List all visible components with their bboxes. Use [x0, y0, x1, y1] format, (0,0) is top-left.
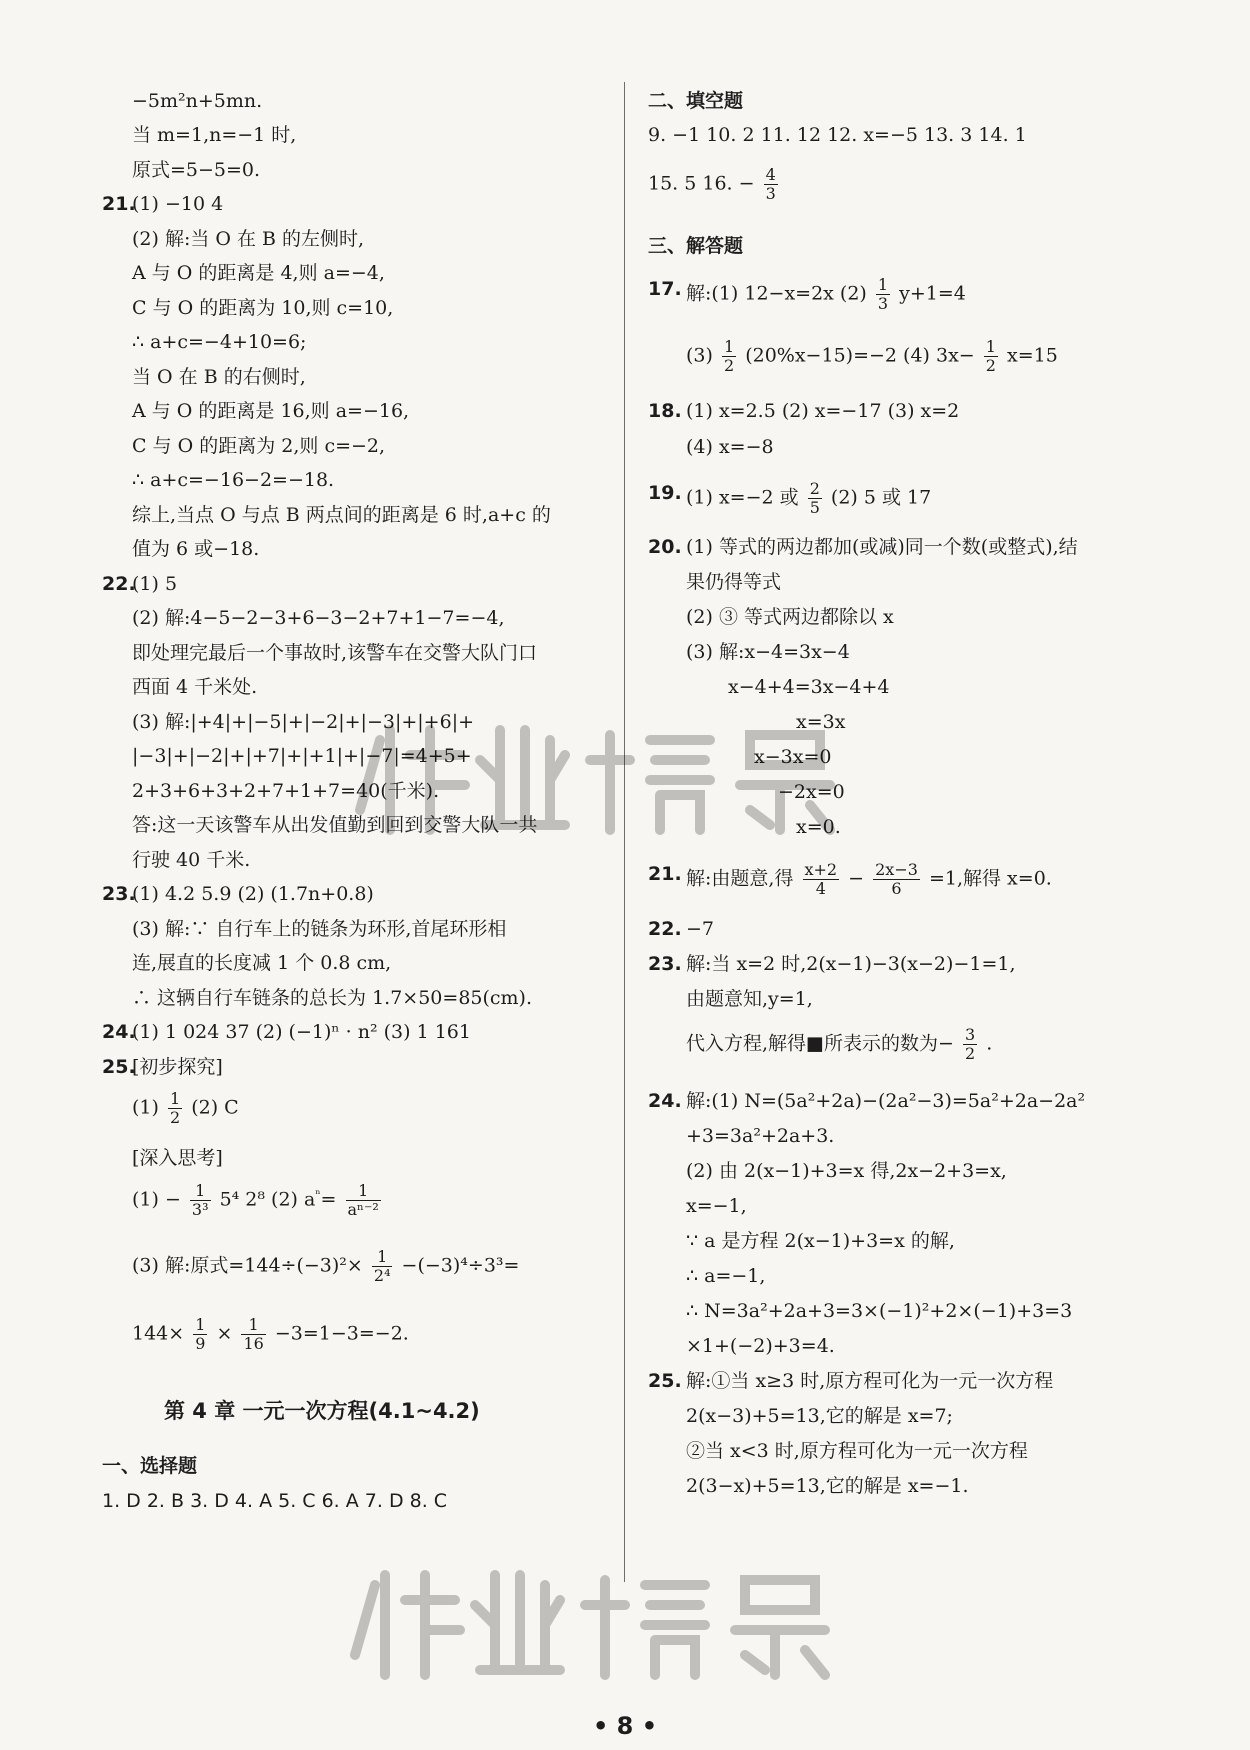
question-number: 22. — [648, 918, 682, 940]
text-line: 2+3+6+3+2+7+1+7=40(千米). — [132, 780, 440, 802]
question-number: 24. — [102, 1021, 136, 1043]
text-line: 果仍得等式 — [686, 571, 782, 593]
text-line: ∴ N=3a²+2a+3=3×(−1)²+2×(−1)+3=3 — [686, 1300, 1073, 1322]
question-number: 19. — [648, 482, 682, 504]
text-line: 2(3−x)+5=13,它的解是 x=−1. — [686, 1475, 969, 1497]
fraction: $\frac{x+2}{4}$ — [804, 860, 838, 898]
text-line: ∴ a+c=−4+10=6; — [132, 331, 307, 353]
text-line: |−3|+|−2|+|+7|+|+1|+|−7|=4+5+ — [132, 745, 472, 767]
text-line: 解:(1) 12−x=2x (2) $\frac{1}{3}$ y+1=4 — [686, 275, 966, 313]
section-heading: 二、填空题 — [648, 90, 744, 112]
fraction: $\frac{1}{\text{3³}}$ — [191, 1180, 209, 1219]
text-line: x−3x=0 — [754, 746, 832, 768]
text-line: (3) 解:|+4|+|−5|+|−2|+|−3|+|+6|+ — [132, 711, 475, 733]
text-line: ∴ a+c=−16−2=−18. — [132, 469, 335, 491]
text-line: [初步探究] — [132, 1056, 223, 1078]
question-number: 21. — [648, 863, 682, 885]
text-line: 代入方程,解得■所表示的数为− $\frac{3}{2}$ . — [686, 1025, 993, 1063]
text-line: (1) 1 024 37 (2) (−1)ⁿ · n² (3) 1 161 — [132, 1021, 471, 1043]
fraction: $\frac{1}{2}$ — [723, 337, 735, 375]
text-line: (2) 由 2(x−1)+3=x 得,2x−2+3=x, — [686, 1160, 1007, 1182]
text-line: x=3x — [796, 711, 846, 733]
text-line: (1) x=−2 或 $\frac{2}{5}$ (2) 5 或 17 — [686, 479, 932, 517]
text-line: 当 O 在 B 的右侧时, — [132, 366, 306, 388]
text-line: ∴ a=−1, — [686, 1265, 766, 1287]
fraction: $\frac{3}{2}$ — [964, 1025, 976, 1063]
text-line: +3=3a²+2a+3. — [686, 1125, 835, 1147]
fraction: $\frac{1}{2}$ — [169, 1089, 181, 1127]
text-line: ∵ a 是方程 2(x−1)+3=x 的解, — [686, 1230, 955, 1252]
text-line: A 与 O 的距离是 16,则 a=−16, — [132, 400, 410, 422]
text-line: (2) 解:4−5−2−3+6−3−2+7+1−7=−4, — [132, 607, 505, 629]
text-line: (3) 解:x−4=3x−4 — [686, 641, 850, 663]
fraction: $\frac{1}{\text{2⁴}}$ — [373, 1247, 391, 1285]
text-line: x=−1, — [686, 1195, 747, 1217]
question-number: 21. — [102, 193, 136, 215]
question-number: 17. — [648, 278, 682, 300]
text-line: (3) 解:∵ 自行车上的链条为环形,首尾环形相 — [132, 918, 507, 940]
fraction: $\frac{1}{3}$ — [877, 275, 889, 313]
text-line: (4) x=−8 — [686, 436, 774, 458]
question-number: 18. — [648, 400, 682, 422]
text-line: 连,展直的长度减 1 个 0.8 cm, — [132, 952, 392, 974]
text-line: −7 — [686, 918, 715, 940]
text-line: 原式=5−5=0. — [132, 159, 261, 181]
text-line: (3) 解:原式=144÷(−3)²× $\frac{1}{\text{2⁴}}$ −(−3)⁴÷3³= — [132, 1247, 520, 1285]
text-line: 1. D 2. B 3. D 4. A 5. C 6. A 7. D 8. C — [102, 1490, 448, 1512]
question-number: 20. — [648, 536, 682, 558]
text-line: A 与 O 的距离是 4,则 a=−4, — [132, 262, 385, 284]
text-line: (1) 4.2 5.9 (2) (1.7n+0.8) — [132, 883, 374, 905]
text-line: 2(x−3)+5=13,它的解是 x=7; — [686, 1405, 953, 1427]
fraction: $\frac{2}{5}$ — [809, 479, 820, 517]
page-number: • 8 • — [592, 1712, 658, 1740]
question-number: 24. — [648, 1090, 682, 1112]
text-line: 即处理完最后一个事故时,该警车在交警大队门口 — [132, 642, 538, 664]
text-line: x−4+4=3x−4+4 — [728, 676, 890, 698]
text-line: 解:(1) N=(5a²+2a)−(2a²−3)=5a²+2a−2a² — [686, 1090, 1086, 1112]
text-line: (1) $\frac{1}{2}$ (2) C — [132, 1089, 239, 1127]
text-line: 解:①当 x≥3 时,原方程可化为一元一次方程 — [686, 1370, 1054, 1392]
text-line: (1) −10 4 — [132, 193, 224, 215]
chapter-title: 第 4 章 一元一次方程(4.1~4.2) — [164, 1399, 480, 1423]
section-heading: 一、选择题 — [102, 1455, 198, 1477]
question-number: 25. — [102, 1056, 136, 1078]
text-line: [深入思考] — [132, 1147, 223, 1169]
fraction: $\frac{2x-3}{6}$ — [875, 860, 918, 898]
text-line: ×1+(−2)+3=4. — [686, 1335, 835, 1357]
text-line: 144× $\frac{1}{9}$ × $\frac{1}{16}$ −3=1−3=−2. — [132, 1315, 409, 1353]
text-line: 解:由题意,得 $\frac{x+2}{4}$ − $\frac{2x-3}{6}$ =1,解得 x=0. — [686, 860, 1052, 898]
question-number: 23. — [648, 953, 682, 975]
text-line: (3) $\frac{1}{2}$ (20%x−15)=−2 (4) 3x− $\frac{1}{2}$ x=15 — [686, 337, 1058, 375]
question-number: 25. — [648, 1370, 682, 1392]
text-line: ②当 x<3 时,原方程可化为一元一次方程 — [686, 1440, 1028, 1462]
question-number: 22. — [102, 573, 136, 595]
text-line: ∴ 这辆自行车链条的总长为 1.7×50=85(cm). — [132, 987, 533, 1009]
text-line: −2x=0 — [778, 781, 845, 803]
text-line: −5m²n+5mn. — [132, 90, 263, 112]
watermark-logo — [345, 1545, 865, 1695]
text-line: 西面 4 千米处. — [132, 676, 258, 698]
text-line: 9. −1 10. 2 11. 12 12. x=−5 13. 3 14. 1 — [648, 124, 1027, 146]
text-line: 值为 6 或−18. — [132, 538, 260, 560]
text-line: x=0. — [796, 816, 841, 838]
text-line: 综上,当点 O 与点 B 两点间的距离是 6 时,a+c 的 — [132, 504, 551, 526]
text-line: 答:这一天该警车从出发值勤到回到交警大队一共 — [132, 814, 538, 836]
fraction: $\frac{1}{9}$ — [195, 1315, 206, 1353]
text-line: 当 m=1,n=−1 时, — [132, 124, 297, 146]
fraction: $\frac{1}{2}$ — [985, 337, 996, 375]
text-line: (2) 解:当 O 在 B 的左侧时, — [132, 228, 365, 250]
text-line: C 与 O 的距离为 2,则 c=−2, — [132, 435, 386, 457]
text-line: 15. 5 16. − $\frac{4}{3}$ — [648, 165, 776, 203]
text-line: (1) − $\frac{1}{\text{3³}}$ 5⁴ 2⁸ (2) $a^{^n}=$ $\frac{1}{\text{aⁿ⁻²}}$ — [132, 1180, 379, 1219]
fraction: $\frac{1}{\text{aⁿ⁻²}}$ — [347, 1180, 379, 1219]
text-line: (1) x=2.5 (2) x=−17 (3) x=2 — [686, 400, 960, 422]
section-heading: 三、解答题 — [648, 235, 744, 257]
text-line: C 与 O 的距离为 10,则 c=10, — [132, 297, 394, 319]
fraction: $\frac{1}{16}$ — [243, 1315, 264, 1353]
text-line: (1) 等式的两边都加(或减)同一个数(或整式),结 — [686, 536, 1078, 558]
question-number: 23. — [102, 883, 136, 905]
text-line: 行驶 40 千米. — [132, 849, 251, 871]
text-line: 由题意知,y=1, — [686, 988, 813, 1010]
fraction: $\frac{4}{3}$ — [765, 165, 776, 203]
text-line: (1) 5 — [132, 573, 178, 595]
text-line: 解:当 x=2 时,2(x−1)−3(x−2)−1=1, — [686, 953, 1016, 975]
text-line: (2) ③ 等式两边都除以 x — [686, 606, 894, 628]
watermark-logo — [350, 700, 870, 850]
